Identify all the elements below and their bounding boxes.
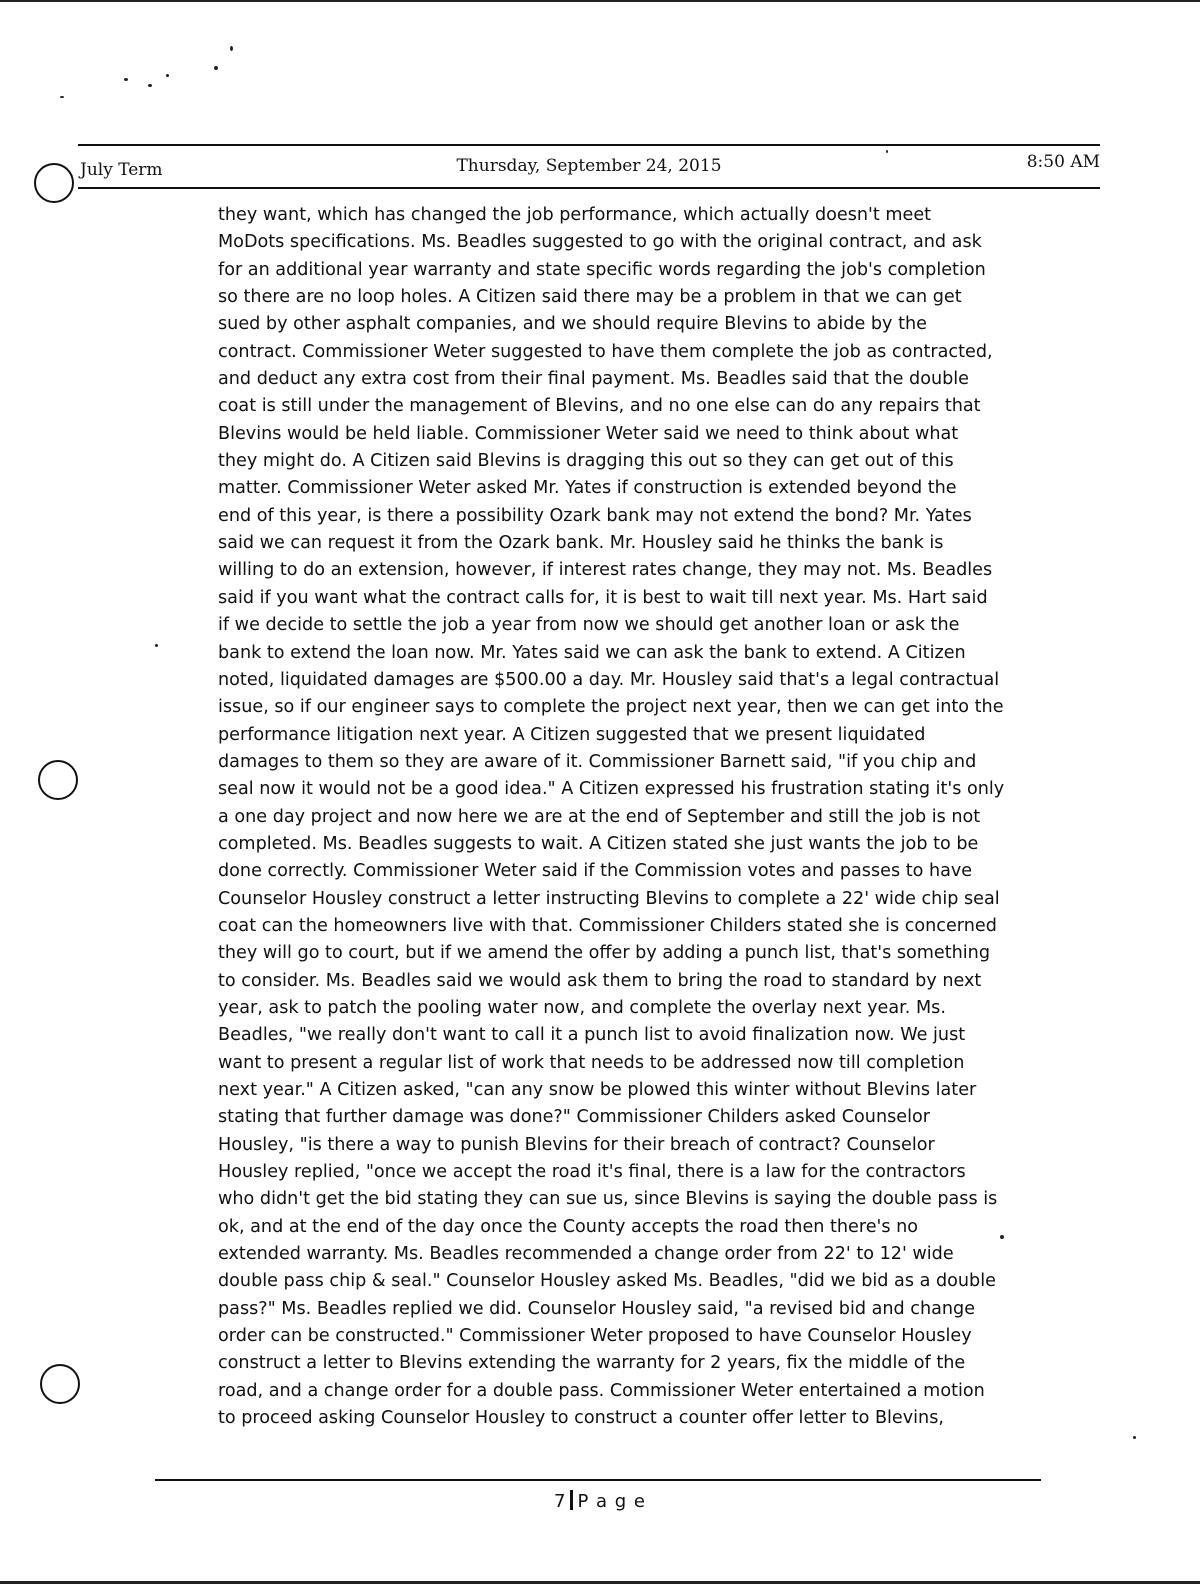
- scan-speck: [230, 46, 233, 51]
- text-line: damages to them so they are aware of it. Commissioner Barnett said, "if you chip and: [218, 751, 977, 772]
- text-line: to proceed asking Counselor Housley to construct a counter offer letter to Blevins,: [218, 1408, 944, 1429]
- scan-speck: [124, 78, 128, 81]
- scan-speck: [155, 644, 158, 647]
- page-header: [78, 152, 1100, 182]
- text-line: they might do. A Citizen said Blevins is dragging this out so they can get out of this: [218, 451, 954, 472]
- text-line: road, and a change order for a double pass. Commissioner Weter entertained a motion: [218, 1380, 985, 1401]
- page-footer: [0, 1490, 1200, 1512]
- text-line: Counselor Housley construct a letter instructing Blevins to complete a 22' wide chip seal: [218, 888, 1000, 909]
- text-line: if we decide to settle the job a year from now we should get another loan or ask the: [218, 615, 960, 636]
- text-line: construct a letter to Blevins extending the warranty for 2 years, fix the middle of the: [218, 1353, 966, 1374]
- scan-top-edge: [0, 0, 1200, 2]
- page-separator: [570, 1490, 573, 1510]
- text-line: said if you want what the contract calls for, it is best to wait till next year. Ms. Hart said: [218, 587, 988, 608]
- text-line: a one day project and now here we are at the end of September and still the job is not: [218, 806, 981, 827]
- scan-speck: [1133, 1436, 1136, 1439]
- scan-speck: [166, 74, 169, 77]
- text-line: MoDots specifications. Ms. Beadles suggested to go with the original contract, and ask: [218, 232, 982, 253]
- footer-rule: [155, 1479, 1041, 1481]
- text-line: next year." A Citizen asked, "can any snow be plowed this winter without Blevins later: [218, 1080, 977, 1100]
- text-line: willing to do an extension, however, if interest rates change, they may not. Ms. Beadles: [218, 560, 993, 581]
- text-line: Housley, "is there a way to punish Blevins for their breach of contract? Counselor: [218, 1134, 935, 1155]
- scan-speck: [148, 84, 152, 87]
- text-line: contract. Commissioner Weter suggested to have them complete the job as contracted,: [218, 341, 993, 362]
- text-line: so there are no loop holes. A Citizen said there may be a problem in that we can get: [218, 287, 962, 308]
- text-line: they want, which has changed the job performance, which actually doesn't meet: [218, 205, 932, 225]
- text-line: ok, and at the end of the day once the County accepts the road then there's no: [218, 1216, 919, 1237]
- binder-hole-icon: [40, 1364, 80, 1404]
- page-number: 7: [553, 1491, 567, 1512]
- text-line: done correctly. Commissioner Weter said if the Commission votes and passes to have: [218, 861, 973, 882]
- text-line: Blevins would be held liable. Commissioner Weter said we need to think about what: [218, 423, 959, 444]
- text-line: and deduct any extra cost from their final payment. Ms. Beadles said that the double: [218, 369, 969, 390]
- text-line: said we can request it from the Ozark bank. Mr. Housley said he thinks the bank is: [218, 533, 944, 554]
- text-line: sued by other asphalt companies, and we should require Blevins to abide by the: [218, 314, 927, 335]
- header-time: 8:50 AM: [1026, 152, 1100, 172]
- header-term: July Term: [80, 160, 163, 180]
- text-line: year, ask to patch the pooling water now, and complete the overlay next year. Ms.: [218, 997, 946, 1018]
- header-rule-top: [78, 144, 1100, 146]
- text-line: bank to extend the loan now. Mr. Yates said we can ask the bank to extend. A Citizen: [218, 642, 966, 663]
- text-line: Housley replied, "once we accept the road it's final, there is a law for the contractors: [218, 1162, 966, 1183]
- text-line: Beadles, "we really don't want to call it a punch list to avoid finalization now. We just: [218, 1025, 966, 1046]
- text-line: double pass chip & seal." Counselor Housley asked Ms. Beadles, "did we bid as a double: [218, 1271, 996, 1292]
- page-label: P a g e: [577, 1491, 646, 1512]
- text-line: matter. Commissioner Weter asked Mr. Yates if construction is extended beyond the: [218, 478, 957, 499]
- header-date: Thursday, September 24, 2015: [456, 156, 722, 176]
- text-line: seal now it would not be a good idea." A Citizen expressed his frustration stating it's only: [218, 779, 1005, 800]
- binder-hole-icon: [34, 163, 74, 203]
- text-line: they will go to court, but if we amend the offer by adding a punch list, that's something: [218, 943, 991, 964]
- text-line: end of this year, is there a possibility Ozark bank may not extend the bond? Mr. Yates: [218, 505, 972, 526]
- text-line: coat is still under the management of Blevins, and no one else can do any repairs that: [218, 396, 981, 417]
- text-line: want to present a regular list of work that needs to be addressed now till completion: [218, 1052, 965, 1073]
- minutes-body: [218, 202, 1048, 1432]
- text-line: for an additional year warranty and state specific words regarding the job's completion: [218, 259, 986, 280]
- text-line: noted, liquidated damages are $500.00 a day. Mr. Housley said that's a legal contractual: [218, 669, 1000, 690]
- text-line: stating that further damage was done?" Commissioner Childers asked Counselor: [218, 1107, 930, 1128]
- text-line: issue, so if our engineer says to complete the project next year, then we can get into the: [218, 697, 1004, 718]
- text-line: pass?" Ms. Beadles replied we did. Counselor Housley said, "a revised bid and change: [218, 1298, 976, 1319]
- text-line: completed. Ms. Beadles suggests to wait. A Citizen stated she just wants the job to be: [218, 833, 979, 854]
- binder-hole-icon: [38, 760, 78, 800]
- scan-speck: [214, 66, 218, 70]
- text-line: order can be constructed." Commissioner Weter proposed to have Counselor Housley: [218, 1326, 972, 1347]
- text-line: coat can the homeowners live with that. Commissioner Childers stated she is concerned: [218, 915, 997, 936]
- text-line: performance litigation next year. A Citizen suggested that we present liquidated: [218, 724, 926, 745]
- header-rule-bottom: [78, 187, 1100, 189]
- text-line: who didn't get the bid stating they can sue us, since Blevins is saying the double pass is: [218, 1189, 998, 1210]
- text-line: to consider. Ms. Beadles said we would ask them to bring the road to standard by next: [218, 970, 982, 991]
- scan-speck: [60, 96, 64, 98]
- text-line: extended warranty. Ms. Beadles recommended a change order from 22' to 12' wide: [218, 1244, 954, 1265]
